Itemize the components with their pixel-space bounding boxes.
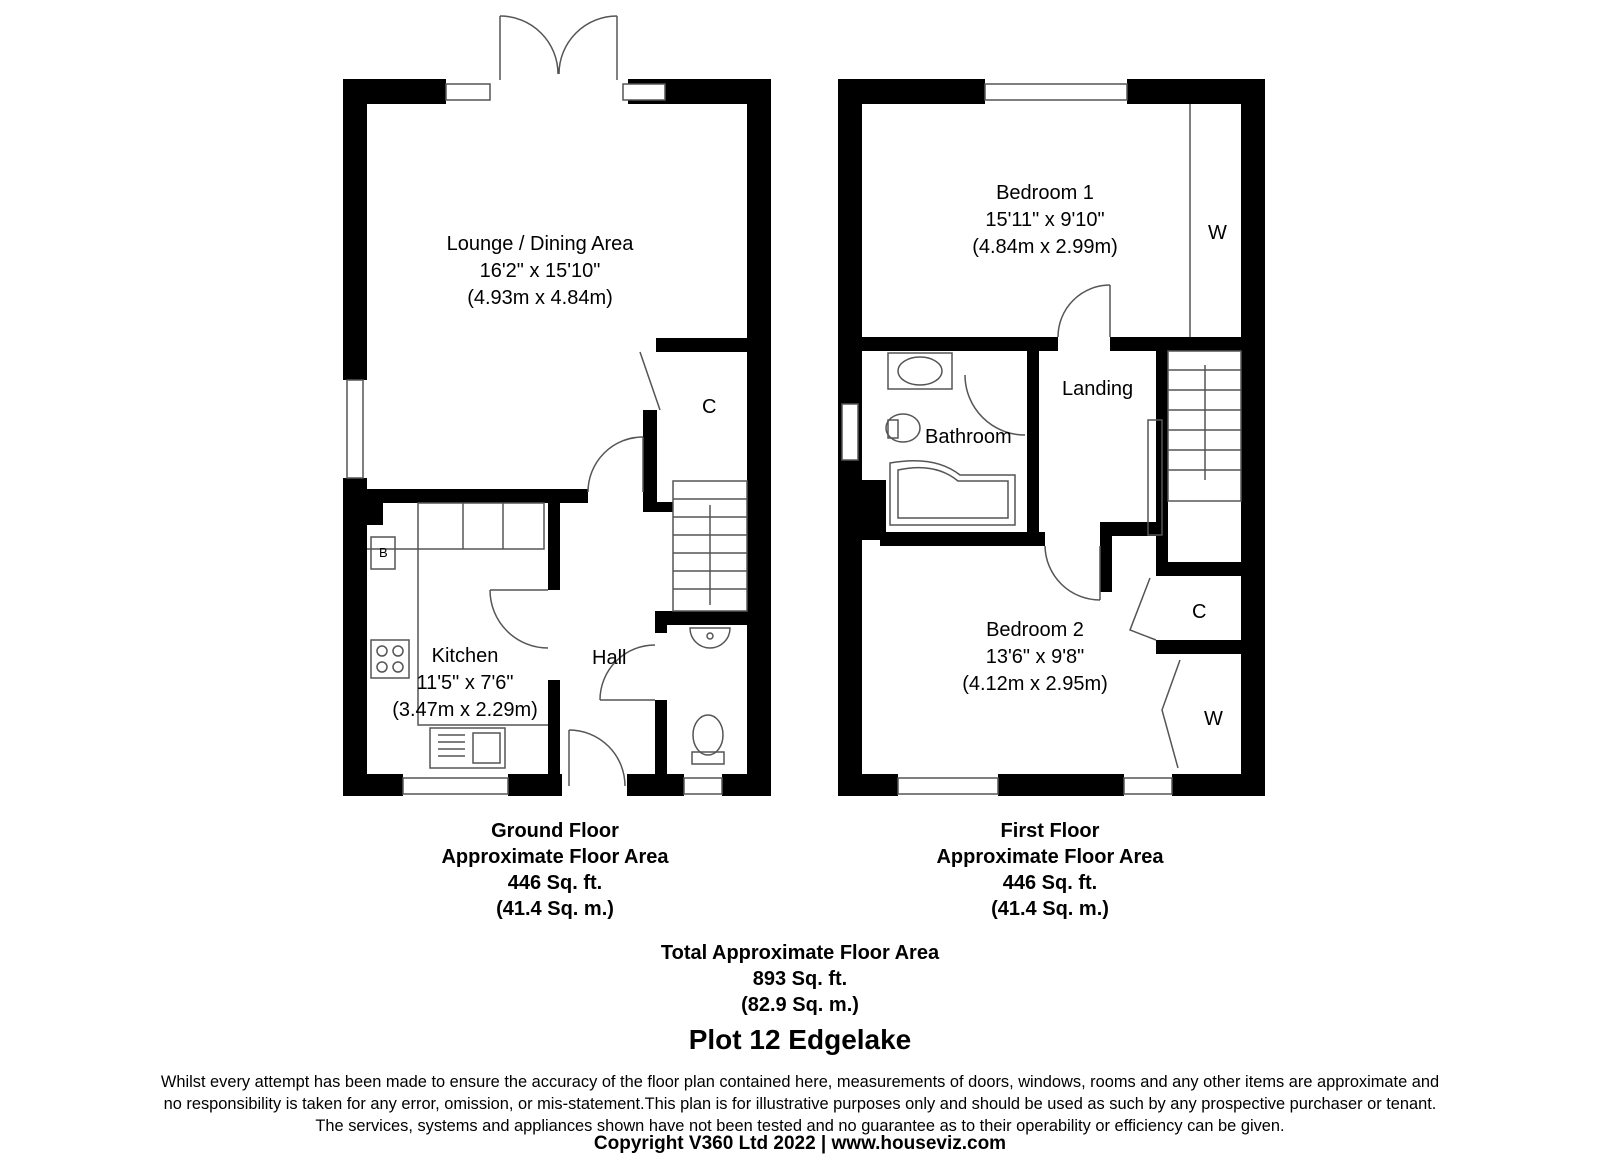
kitchen-imperial: 11'5" x 7'6" (416, 672, 514, 694)
bedroom1-imperial: 15'11" x 9'10" (985, 209, 1105, 231)
hall-label: Hall (592, 647, 627, 669)
bedroom1-name: Bedroom 1 (996, 182, 1094, 204)
disclaimer-line: Whilst every attempt has been made to ensure the accuracy of the floor plan contained here, measurements of doors, windows, rooms and any other items are approximate and (160, 1073, 1440, 1091)
ground-cupboard-label: C (702, 396, 717, 418)
total-floor-area (0, 940, 1600, 1018)
lounge-imperial: 16'2" x 15'10" (479, 260, 601, 282)
kitchen-label (375, 643, 555, 724)
lounge-name: Lounge / Dining Area (446, 233, 634, 255)
first-cupboard-label: C (1192, 601, 1207, 623)
bathroom-label: Bathroom (925, 426, 1012, 448)
kitchen-name: Kitchen (431, 645, 499, 667)
ground-floor-subtitle: Approximate Floor Area (441, 846, 669, 868)
ground-floor-sqft: 446 Sq. ft. (507, 872, 603, 894)
wardrobe2-label: W (1204, 708, 1223, 730)
plot-title: Plot 12 Edgelake (688, 1024, 912, 1055)
boiler-label: B (379, 545, 388, 560)
total-sqft: 893 Sq. ft. (752, 968, 848, 990)
lounge-label (420, 231, 660, 312)
first-floor-subtitle: Approximate Floor Area (936, 846, 1164, 868)
disclaimer-line: The services, systems and appliances shown have not been tested and no guarantee as to their operability or efficiency can be given. (315, 1117, 1285, 1135)
bedroom2-imperial: 13'6" x 9'8" (985, 646, 1085, 668)
first-floor-title: First Floor (1000, 820, 1100, 842)
wardrobe1-label: W (1208, 222, 1227, 244)
total-title: Total Approximate Floor Area (660, 942, 940, 964)
first-floor-area (895, 818, 1205, 922)
bedroom1-label (940, 180, 1150, 261)
copyright-notice: Copyright V360 Ltd 2022 | www.houseviz.com (593, 1133, 1007, 1154)
first-floor-sqm: (41.4 Sq. m.) (991, 898, 1109, 920)
ground-floor-area (400, 818, 710, 922)
ground-floor-sqm: (41.4 Sq. m.) (496, 898, 614, 920)
first-floor-sqft: 446 Sq. ft. (1002, 872, 1098, 894)
bedroom1-metric: (4.84m x 2.99m) (972, 236, 1118, 258)
bedroom2-metric: (4.12m x 2.95m) (962, 673, 1108, 695)
disclaimer (60, 1071, 1540, 1137)
kitchen-metric: (3.47m x 2.29m) (392, 699, 538, 721)
lounge-metric: (4.93m x 4.84m) (467, 287, 613, 309)
landing-label: Landing (1062, 378, 1134, 400)
total-sqm: (82.9 Sq. m.) (741, 994, 859, 1016)
ground-floor-title: Ground Floor (491, 820, 619, 842)
bedroom2-name: Bedroom 2 (986, 619, 1084, 641)
disclaimer-line: no responsibility is taken for any error, omission, or mis-statement.This plan is for illustrative purposes only and should be used as such by any prospective purchaser or tenant. (163, 1095, 1437, 1113)
bedroom2-label (930, 617, 1140, 698)
